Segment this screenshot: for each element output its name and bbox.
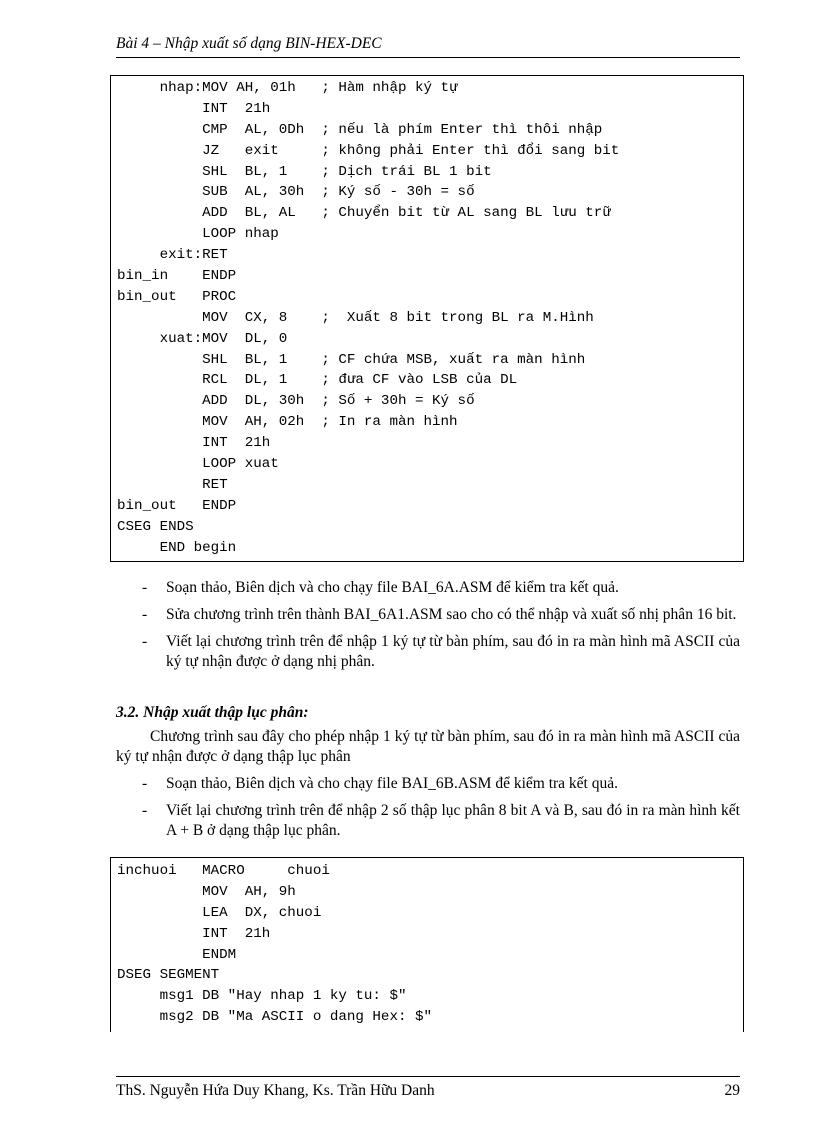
code-line: JZ exit ; không phải Enter thì đổi sang bit bbox=[117, 142, 620, 159]
code-block-2 bbox=[110, 857, 744, 1032]
code-line: exit:RET bbox=[117, 247, 228, 264]
code-line: SHL BL, 1 ; CF chứa MSB, xuất ra màn hình bbox=[117, 351, 586, 368]
footer-author: ThS. Nguyễn Hứa Duy Khang, Ks. Trần Hữu Danh bbox=[116, 1082, 435, 1099]
page-header bbox=[116, 34, 740, 58]
bullet-dash: - bbox=[142, 606, 148, 623]
bullet-dash: - bbox=[142, 775, 148, 792]
code-line: ADD DL, 30h ; Số + 30h = Ký số bbox=[117, 393, 475, 410]
bullet-text: Sửa chương trình trên thành BAI_6A1.ASM sao cho có thể nhập và xuất số nhị phân 16 bit. bbox=[166, 606, 737, 623]
list-item bbox=[116, 605, 740, 625]
code-line: MOV AH, 9h bbox=[117, 883, 296, 900]
code-line: xuat:MOV DL, 0 bbox=[117, 330, 288, 347]
bullet-dash: - bbox=[142, 579, 148, 596]
code-line: LOOP xuat bbox=[117, 456, 279, 473]
bullet-dash: - bbox=[142, 802, 148, 819]
bullet-list-1 bbox=[116, 578, 740, 679]
code-line: RET bbox=[117, 476, 228, 493]
code-line: END begin bbox=[117, 539, 237, 556]
code-line: RCL DL, 1 ; đưa CF vào LSB của DL bbox=[117, 372, 518, 389]
header-title: Bài 4 – Nhập xuất số dạng BIN-HEX-DEC bbox=[116, 35, 382, 52]
list-item bbox=[116, 632, 740, 672]
section-title: 3.2. Nhập xuất thập lục phân: bbox=[116, 704, 309, 721]
code-line: INT 21h bbox=[117, 435, 271, 452]
code-line: ENDM bbox=[117, 946, 237, 963]
list-item bbox=[116, 801, 740, 841]
code-line: ADD BL, AL ; Chuyển bit từ AL sang BL lưu trữ bbox=[117, 205, 611, 222]
bullet-text: Viết lại chương trình trên để nhập 1 ký tự từ bàn phím, sau đó in ra màn hình mã ASCII của ký tự nhận được ở dạng nhị phân. bbox=[166, 633, 740, 670]
paragraph: Chương trình sau đây cho phép nhập 1 ký tự từ bàn phím, sau đó in ra màn hình mã ASCII của ký tự nhận được ở dạng thập lục phân bbox=[116, 728, 740, 765]
list-item bbox=[116, 578, 740, 598]
code-line: nhap:MOV AH, 01h ; Hàm nhập ký tự bbox=[117, 80, 458, 96]
bullet-list-2 bbox=[116, 774, 740, 848]
code-line: CMP AL, 0Dh ; nếu là phím Enter thì thôi nhập bbox=[117, 121, 603, 138]
code-line: DSEG SEGMENT bbox=[117, 967, 220, 984]
code-line: LOOP nhap bbox=[117, 226, 279, 243]
code-line: MOV CX, 8 ; Xuất 8 bit trong BL ra M.Hình bbox=[117, 309, 594, 326]
code-line: SHL BL, 1 ; Dịch trái BL 1 bit bbox=[117, 163, 492, 180]
code-line: MOV AH, 02h ; In ra màn hình bbox=[117, 414, 458, 431]
code-line: LEA DX, chuoi bbox=[117, 904, 322, 921]
code-line: INT 21h bbox=[117, 100, 271, 117]
code-line: bin_out PROC bbox=[117, 288, 237, 305]
bullet-text: Soạn thảo, Biên dịch và cho chạy file BAI_6A.ASM để kiểm tra kết quả. bbox=[166, 579, 619, 596]
list-item bbox=[116, 774, 740, 794]
code-line: INT 21h bbox=[117, 925, 271, 942]
bullet-text: Viết lại chương trình trên để nhập 2 số thập lục phân 8 bit A và B, sau đó in ra màn hình kết A + B ở dạng thập lục phân. bbox=[166, 802, 740, 839]
code-line: SUB AL, 30h ; Ký số - 30h = số bbox=[117, 184, 475, 201]
code-block-1 bbox=[110, 75, 744, 562]
code-line: inchuoi MACRO chuoi bbox=[117, 863, 330, 879]
page-number: 29 bbox=[724, 1082, 740, 1099]
code-line: msg2 DB "Ma ASCII o dang Hex: $" bbox=[117, 1009, 433, 1026]
code-line: msg1 DB "Hay nhap 1 ky tu: $" bbox=[117, 988, 407, 1005]
bullet-text: Soạn thảo, Biên dịch và cho chạy file BAI_6B.ASM để kiểm tra kết quả. bbox=[166, 775, 618, 792]
code-line: bin_out ENDP bbox=[117, 497, 237, 514]
code-line: CSEG ENDS bbox=[117, 518, 194, 535]
code-line: bin_in ENDP bbox=[117, 268, 237, 285]
page-footer bbox=[116, 1076, 740, 1101]
bullet-dash: - bbox=[142, 633, 148, 650]
